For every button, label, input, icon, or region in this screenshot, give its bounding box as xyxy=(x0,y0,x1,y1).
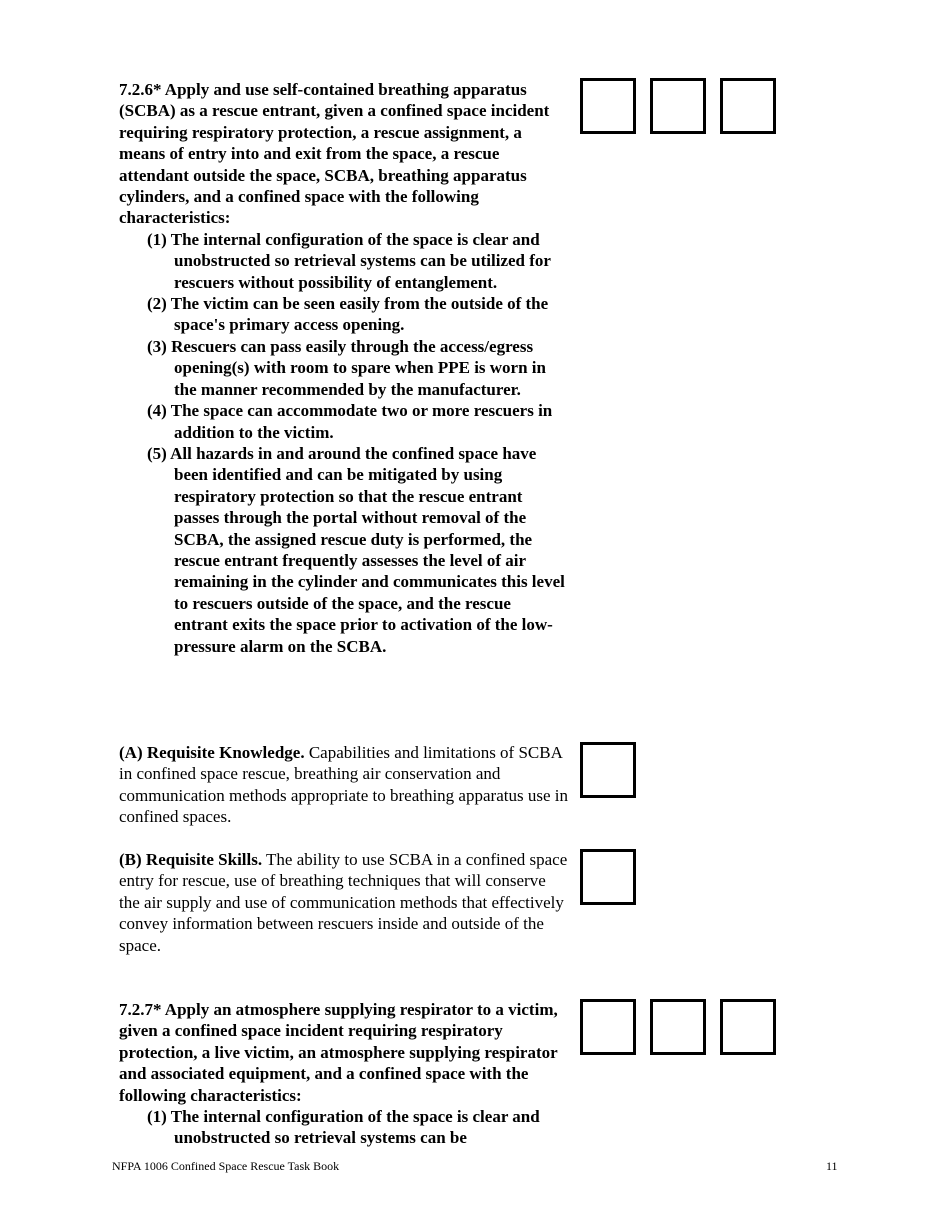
section-7-2-7-checkboxes xyxy=(580,999,776,1055)
requisite-knowledge xyxy=(119,742,569,828)
section-7-2-6 xyxy=(119,79,569,657)
signoff-checkbox[interactable] xyxy=(580,78,636,134)
signoff-checkbox[interactable] xyxy=(650,999,706,1055)
section-7-2-6-list xyxy=(119,229,569,657)
list-item: (2) The victim can be seen easily from the outside of the space's primary access opening. xyxy=(147,294,549,335)
signoff-checkbox[interactable] xyxy=(580,742,636,798)
section-7-2-7 xyxy=(119,999,569,1149)
requisite-skills-checkbox-row xyxy=(580,849,636,905)
list-item: (1) The internal configuration of the space is clear and unobstructed so retrieval systems can be xyxy=(147,1107,540,1148)
list-item: (4) The space can accommodate two or more rescuers in addition to the victim. xyxy=(147,401,553,442)
requisite-skills xyxy=(119,849,569,956)
signoff-checkbox[interactable] xyxy=(580,849,636,905)
signoff-checkbox[interactable] xyxy=(720,78,776,134)
section-7-2-7-list xyxy=(119,1106,569,1149)
requisite-knowledge-label: (A) Requisite Knowledge. xyxy=(119,743,305,762)
list-item: (1) The internal configuration of the space is clear and unobstructed so retrieval systems can be utilized for rescuers without possibility of entanglement. xyxy=(147,229,551,292)
page-number: 11 xyxy=(826,1159,838,1173)
requisite-skills-label: (B) Requisite Skills. xyxy=(119,850,263,869)
requisite-skills-text: The ability to use SCBA in a confined space entry for rescue, use of breathing techniques that will conserve the air supply and use of communication methods that effectively convey information between rescuers inside and outside of the space. xyxy=(119,850,568,955)
list-item: (3) Rescuers can pass easily through the access/egress opening(s) with room to spare when PPE is worn in the manner recommended by the manufacturer. xyxy=(147,336,546,399)
requisite-knowledge-text: Capabilities and limitations of SCBA in confined space rescue, breathing air conservation and communication methods appropriate to breathing apparatus use in confined spaces. xyxy=(119,743,568,827)
list-item: (5) All hazards in and around the confined space have been identified and can be mitigated by using respiratory protection so that the rescue entrant passes through the portal without removal of the SCBA, the assigned rescue duty is performed, the rescue entrant frequently assesses the level of air remaining in the cylinder and communicates this level to rescuers outside of the space, and the rescue entrant exits the space prior to activation of the low-pressure alarm on the SCBA. xyxy=(147,443,565,656)
requisite-knowledge-checkbox-row xyxy=(580,742,636,798)
section-7-2-7-heading: 7.2.7* Apply an atmosphere supplying respirator to a victim, given a confined space incident requiring respiratory protection, a live victim, an atmosphere supplying respirator and associated equipment, and a confined space with the following characteristics: xyxy=(119,1000,558,1105)
section-7-2-6-checkboxes xyxy=(580,78,776,134)
signoff-checkbox[interactable] xyxy=(650,78,706,134)
footer-title: NFPA 1006 Confined Space Rescue Task Book xyxy=(112,1159,340,1173)
signoff-checkbox[interactable] xyxy=(580,999,636,1055)
signoff-checkbox[interactable] xyxy=(720,999,776,1055)
section-7-2-6-heading: 7.2.6* Apply and use self-contained breathing apparatus (SCBA) as a rescue entrant, given a confined space incident requiring respiratory protection, a rescue assignment, a means of entry into and exit from the space, a rescue attendant outside the space, SCBA, breathing apparatus cylinders, and a confined space with the following characteristics: xyxy=(119,80,550,228)
